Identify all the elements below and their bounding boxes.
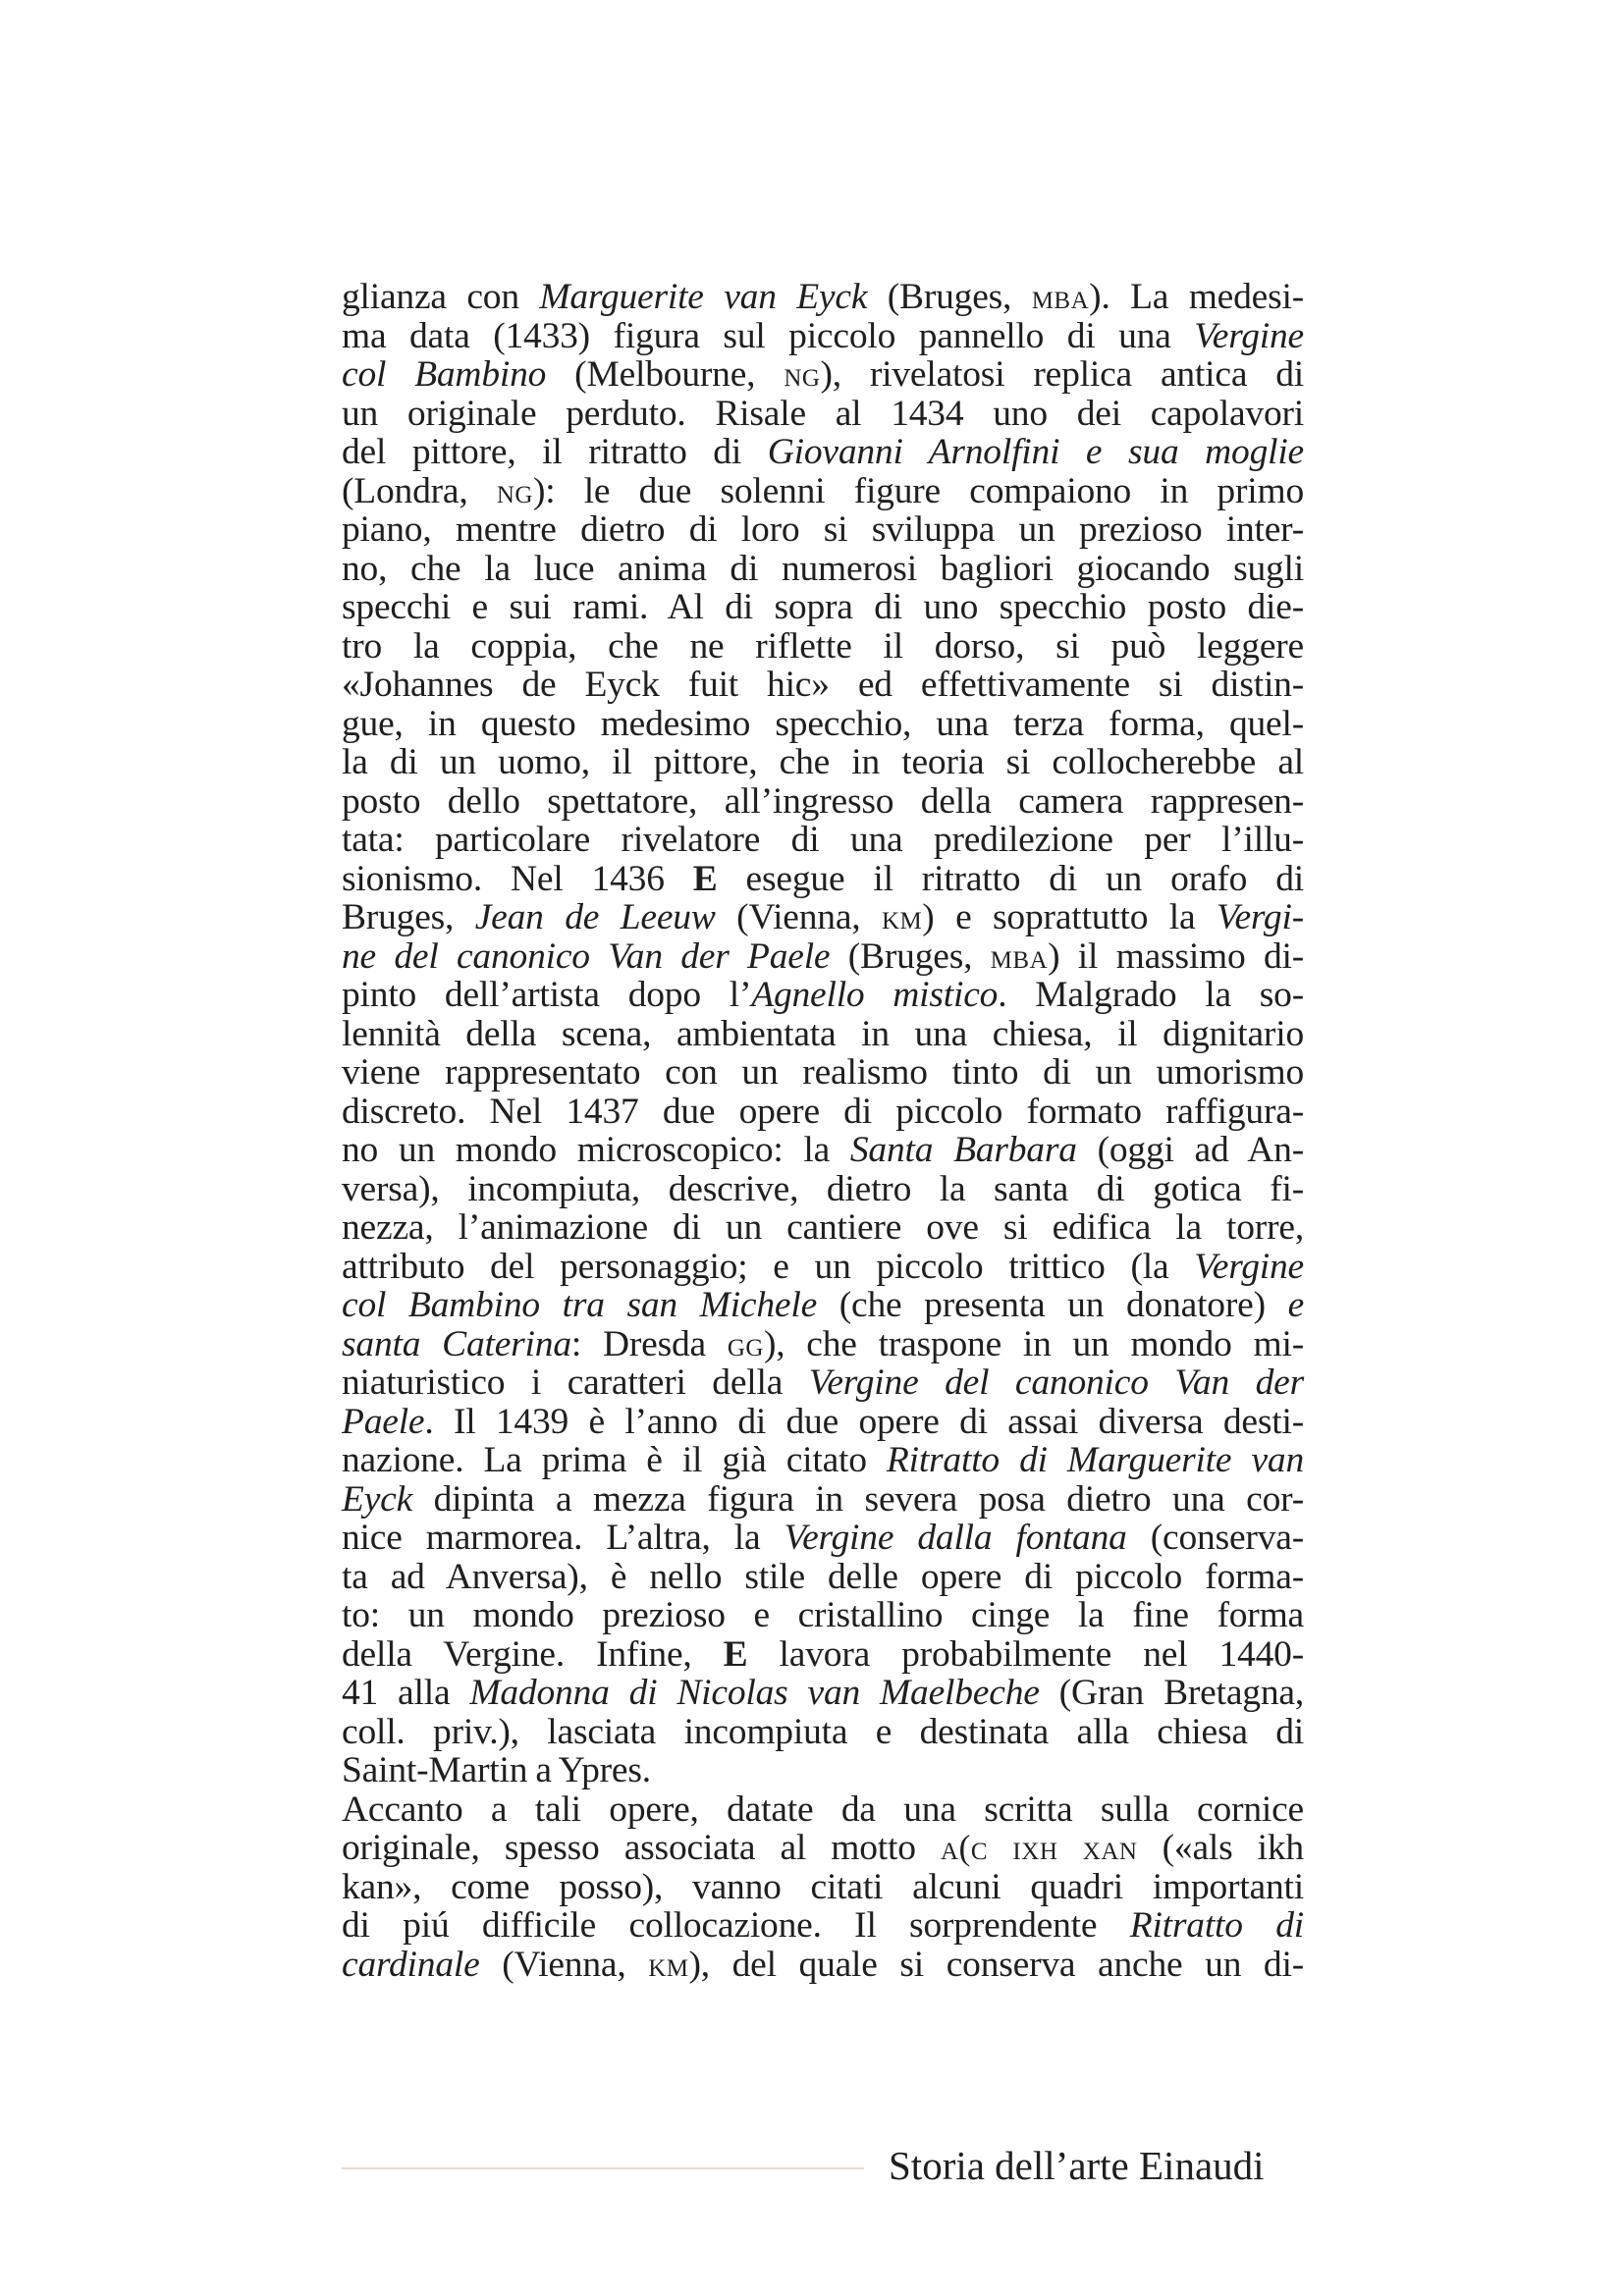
text-segment: esegue il ritratto di un orafo di xyxy=(717,858,1304,899)
text-line xyxy=(342,1363,1304,1403)
text-segment: Vergi- xyxy=(1216,897,1304,937)
text-segment: . Malgrado la so- xyxy=(998,975,1304,1015)
text-line xyxy=(342,627,1304,667)
text-segment: tro la coppia, che ne riflette il dorso, si può leggere xyxy=(342,625,1304,667)
text-segment: ne del canonico Van der Paele xyxy=(342,935,831,977)
text-segment: km xyxy=(881,897,923,936)
text-segment: ), del quale si conserva anche un di- xyxy=(688,1944,1304,1985)
text-line xyxy=(342,1015,1304,1054)
text-line xyxy=(342,510,1304,550)
text-line xyxy=(342,1053,1304,1093)
text-line xyxy=(342,1558,1304,1597)
text-line xyxy=(342,1248,1304,1287)
text-line xyxy=(342,1170,1304,1209)
text-segment: mba xyxy=(990,935,1049,976)
text-segment: ), rivelatosi replica antica di xyxy=(820,354,1304,395)
text-segment: glianza con xyxy=(342,277,540,317)
text-segment: Ritratto di Marguerite van xyxy=(886,1440,1304,1480)
text-segment: pinto dell’artista dopo l’ xyxy=(342,975,752,1015)
text-segment: Jean de Leeuw xyxy=(474,897,716,937)
text-line xyxy=(342,937,1304,977)
text-segment: kan», come posso), vanno citati alcuni quadri importanti xyxy=(342,1866,1304,1907)
text-line xyxy=(342,355,1304,395)
text-segment: la di un uomo, il pittore, che in teoria si collocherebbe al xyxy=(342,742,1304,782)
text-line xyxy=(342,1403,1304,1442)
text-segment: ) il massimo di- xyxy=(1048,935,1305,977)
text-segment: lennità della scena, ambientata in una chiesa, il dignitario xyxy=(342,1013,1304,1054)
text-segment: Giovanni Arnolfini e sua moglie xyxy=(767,432,1304,472)
text-line xyxy=(342,782,1304,822)
text-segment: di piú difficile collocazione. Il sorprendente xyxy=(342,1905,1130,1946)
text-segment: Marguerite van Eyck xyxy=(539,277,868,317)
text-line xyxy=(342,1480,1304,1520)
text-segment: ), che traspone in un mondo mi- xyxy=(763,1323,1304,1364)
text-segment: ): le due solenni figure compaiono in primo xyxy=(532,470,1304,511)
text-segment: to: un mondo prezioso e cristallino cinge la fine forma xyxy=(342,1595,1304,1635)
text-segment: (Vienna, xyxy=(479,1944,649,1985)
text-line xyxy=(342,1751,1304,1790)
text-line xyxy=(342,1093,1304,1132)
text-segment: della Vergine. Infine, xyxy=(342,1633,724,1675)
text-line xyxy=(342,821,1304,860)
text-segment: 41 alla xyxy=(342,1673,470,1713)
text-segment: nazione. La prima è il già citato xyxy=(342,1440,887,1480)
text-segment: piano, mentre dietro di loro si sviluppa un prezioso inter- xyxy=(342,509,1304,550)
text-segment: (Gran Bretagna, xyxy=(1039,1673,1304,1713)
text-segment: (Bruges, xyxy=(867,277,1032,317)
text-segment: attributo del personaggio; e un piccolo trittico (la xyxy=(342,1246,1195,1287)
text-segment: «Johannes de Eyck fuit hic» ed effettivamente si distin- xyxy=(342,665,1304,705)
text-segment: (Vienna, xyxy=(715,897,882,937)
text-line xyxy=(342,395,1304,434)
text-segment: gg xyxy=(727,1323,764,1363)
text-segment: coll. priv.), lasciata incompiuta e destinata alla chiesa di xyxy=(342,1711,1304,1752)
text-segment: Accanto a tali opere, datate da una scritta sulla cornice xyxy=(342,1789,1304,1830)
text-segment: ma data (1433) figura sul piccolo pannello di una xyxy=(342,315,1195,356)
text-line xyxy=(342,1829,1304,1868)
text-line xyxy=(342,1868,1304,1907)
text-segment: Ritratto di xyxy=(1129,1905,1304,1946)
text-segment: (oggi ad An- xyxy=(1076,1130,1304,1170)
text-line xyxy=(342,1674,1304,1713)
text-segment: («als ikh xyxy=(1137,1828,1304,1868)
text-line xyxy=(342,472,1304,511)
text-segment: km xyxy=(648,1944,689,1984)
text-segment: (che presenta un donatore) xyxy=(817,1285,1288,1325)
text-segment: e xyxy=(1287,1285,1305,1325)
text-segment: col Bambino xyxy=(342,354,547,395)
text-segment: originale, spesso associata al motto xyxy=(342,1828,941,1868)
text-segment: posto dello spettatore, all’ingresso della camera rappresen- xyxy=(342,780,1304,822)
text-segment: (Melbourne, xyxy=(546,354,784,395)
text-line xyxy=(342,588,1304,627)
text-segment: ). La medesi- xyxy=(1089,277,1304,317)
text-segment: no, che la luce anima di numerosi bagliori giocando sugli xyxy=(342,548,1304,589)
text-segment: Agnello mistico xyxy=(751,975,999,1015)
text-line xyxy=(342,278,1304,317)
text-segment: (conserva- xyxy=(1126,1518,1304,1558)
text-segment: E xyxy=(692,858,718,899)
text-segment: Vergine dalla fontana xyxy=(784,1518,1127,1558)
text-segment: . Il 1439 è l’anno di due opere di assai diversa desti- xyxy=(424,1401,1304,1442)
text-line xyxy=(342,1519,1304,1558)
text-line xyxy=(342,1208,1304,1248)
text-line xyxy=(342,705,1304,744)
text-segment: Paele xyxy=(342,1401,425,1442)
text-segment: ) e soprattutto la xyxy=(922,897,1217,937)
text-segment: no un mondo microscopico: la xyxy=(342,1130,850,1170)
text-segment: E xyxy=(723,1633,748,1675)
text-line xyxy=(342,1790,1304,1830)
text-segment: Saint-Martin a Ypres. xyxy=(342,1750,651,1790)
text-line xyxy=(342,1286,1304,1325)
text-line xyxy=(342,743,1304,782)
text-segment: viene rappresentato con un realismo tinto di un umorismo xyxy=(342,1052,1304,1093)
text-segment: un originale perduto. Risale al 1434 uno dei capolavori xyxy=(342,393,1304,434)
text-line xyxy=(342,976,1304,1015)
text-segment: a(c ixh xan xyxy=(940,1828,1138,1867)
text-segment: Madonna di Nicolas van Maelbeche xyxy=(469,1673,1040,1713)
text-segment: ng xyxy=(496,470,533,510)
text-segment: versa), incompiuta, descrive, dietro la santa di gotica fi- xyxy=(342,1168,1304,1209)
text-segment: nice marmorea. L’altra, la xyxy=(342,1518,784,1558)
text-segment: mba xyxy=(1031,277,1090,316)
text-segment: Vergine xyxy=(1194,315,1304,356)
text-segment: Eyck xyxy=(342,1478,413,1520)
text-segment: lavora probabilmente nel 1440- xyxy=(747,1633,1304,1675)
text-segment: nezza, l’animazione di un cantiere ove si edifica la torre, xyxy=(342,1207,1304,1248)
text-segment: ta ad Anversa), è nello stile delle opere di piccolo forma- xyxy=(342,1556,1304,1597)
text-line xyxy=(342,1946,1304,1985)
text-line xyxy=(342,1596,1304,1635)
text-segment: cardinale xyxy=(342,1944,480,1985)
text-segment: tata: particolare rivelatore di una predilezione per l’illu- xyxy=(342,820,1304,860)
text-line xyxy=(342,1906,1304,1946)
text-line xyxy=(342,317,1304,356)
text-line xyxy=(342,1635,1304,1675)
text-segment: : Dresda xyxy=(570,1323,728,1364)
text-segment: niaturistico i caratteri della xyxy=(342,1362,809,1403)
text-segment: (Bruges, xyxy=(830,935,991,977)
text-line xyxy=(342,550,1304,589)
text-line xyxy=(342,860,1304,899)
text-line xyxy=(342,1441,1304,1480)
text-segment: discreto. Nel 1437 due opere di piccolo formato raffigura- xyxy=(342,1091,1304,1132)
text-segment: gue, in questo medesimo specchio, una terza forma, quel- xyxy=(342,703,1304,744)
text-segment: (Londra, xyxy=(342,470,497,511)
text-segment: ng xyxy=(784,354,821,394)
body-text xyxy=(342,278,1304,1984)
text-segment: Bruges, xyxy=(342,897,475,937)
text-segment: santa Caterina xyxy=(342,1323,571,1364)
text-segment: Vergine xyxy=(1194,1246,1304,1287)
footer-title: Storia dell’arte Einaudi xyxy=(889,2143,1265,2188)
text-line xyxy=(342,898,1304,937)
text-line xyxy=(342,1325,1304,1364)
text-line xyxy=(342,666,1304,705)
text-line xyxy=(342,1131,1304,1170)
text-segment: Vergine del canonico Van der xyxy=(808,1362,1304,1403)
text-segment: del pittore, il ritratto di xyxy=(342,432,768,472)
text-segment: sionismo. Nel 1436 xyxy=(342,858,693,899)
text-line xyxy=(342,1713,1304,1752)
footer-rule xyxy=(342,2167,864,2169)
text-line xyxy=(342,433,1304,472)
text-segment: Santa Barbara xyxy=(849,1130,1077,1170)
text-segment: specchi e sui rami. Al di sopra di uno specchio posto die- xyxy=(342,587,1304,627)
text-segment: col Bambino tra san Michele xyxy=(342,1285,818,1325)
text-segment: dipinta a mezza figura in severa posa dietro una cor- xyxy=(412,1478,1304,1520)
